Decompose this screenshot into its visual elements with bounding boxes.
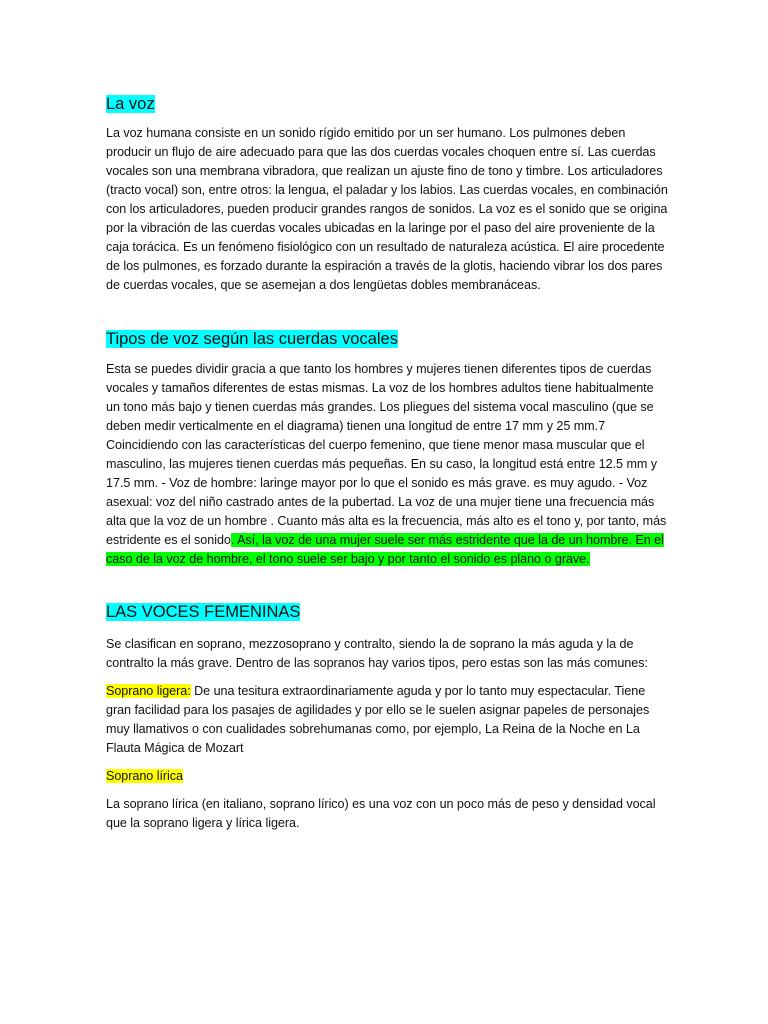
paragraph-voces-intro: Se clasifican en soprano, mezzosoprano y contralto, siendo la de soprano la más aguda y la de contralto la más grave. Dentro de las sopranos hay varios tipos, pero estas son las más comunes:	[106, 637, 648, 670]
paragraph-la-voz: La voz humana consiste en un sonido rígido emitido por un ser humano. Los pulmones deben producir un flujo de aire adecuado para que las dos cuerdas vocales choquen entre sí. Las cuerdas vocales son una membrana vibradora, que realizan un ajuste fino de tono y timbre. Los articuladores (tracto vocal) son, entre otros: la lengua, el paladar y los labios. Las cuerdas vocales, en combinación con los articuladores, pueden producir grandes rangos de sonidos. La voz es el sonido que se origina por la vibración de las cuerdas vocales ubicadas en la laringe por el paso del aire proveniente de la caja torácica. Es un fenómeno fisiológico con un resultado de naturaleza acústica. El aire procedente de los pulmones, es forzado durante la espiración a través de la glotis, haciendo vibrar los dos pares de cuerdas vocales, que se asemejan a dos lengüetas dobles membranáceas.	[106, 126, 668, 292]
section-title-tipos-de-voz-text: Tipos de voz según las cuerdas vocales	[106, 330, 398, 348]
soprano-ligera-label: Soprano ligera:	[106, 684, 191, 698]
soprano-lirica-heading	[106, 767, 668, 786]
soprano-ligera-text: De una tesitura extraordinariamente aguda y por lo tanto muy espectacular. Tiene gran facilidad para los pasajes de agilidades y por ello se le suelen asignar papeles de personajes muy llamativos o con cualidades sobrehumanas como, por ejemplo, La Reina de la Noche en La Flauta Mágica de Mozart	[106, 684, 650, 755]
section-title-tipos-de-voz	[106, 328, 668, 350]
paragraph-tipos-de-voz-plain: Esta se puedes dividir gracia a que tanto los hombres y mujeres tienen diferentes tipos de cuerdas vocales y tamaños diferentes de estas mismas. La voz de los hombres adultos tiene habitualmente un tono más bajo y tienen cuerdas más grandes. Los pliegues del sistema vocal masculino (que se deben medir verticalmente en el diagrama) tienen una longitud de entre 17 mm y 25 mm.7 Coincidiendo con las características del cuerpo femenino, que tiene menor masa muscular que el masculino, las mujeres tienen cuerdas más pequeñas. En su caso, la longitud está entre 12.5 mm y 17.5 mm. - Voz de hombre: laringe mayor por lo que el sonido es más grave. es muy agudo. - Voz asexual: voz del niño castrado antes de la pubertad. La voz de una mujer tiene una frecuencia más alta que la voz de un hombre . Cuanto más alta es la frecuencia, más alto es el tono y, por tanto, más estridente es el sonido	[106, 362, 667, 547]
paragraph-soprano-lirica: La soprano lírica (en italiano, soprano lírico) es una voz con un poco más de peso y densidad vocal que la soprano ligera y lírica ligera.	[106, 797, 656, 830]
soprano-lirica-label: Soprano lírica	[106, 769, 184, 783]
section-title-voces-femeninas-text: LAS VOCES FEMENINAS	[106, 603, 301, 621]
section-title-la-voz	[106, 93, 668, 115]
section-title-voces-femeninas	[106, 601, 668, 623]
paragraph-soprano-ligera	[106, 682, 668, 758]
paragraph-tipos-de-voz	[106, 360, 668, 569]
paragraph-tipos-de-voz-highlight: . Así, la voz de una mujer suele ser más estridente que la de un hombre. En el caso de la voz de hombre, el tono suele ser bajo y por tanto el sonido es plano o grave.	[106, 533, 664, 566]
section-title-la-voz-text: La voz	[106, 95, 155, 113]
